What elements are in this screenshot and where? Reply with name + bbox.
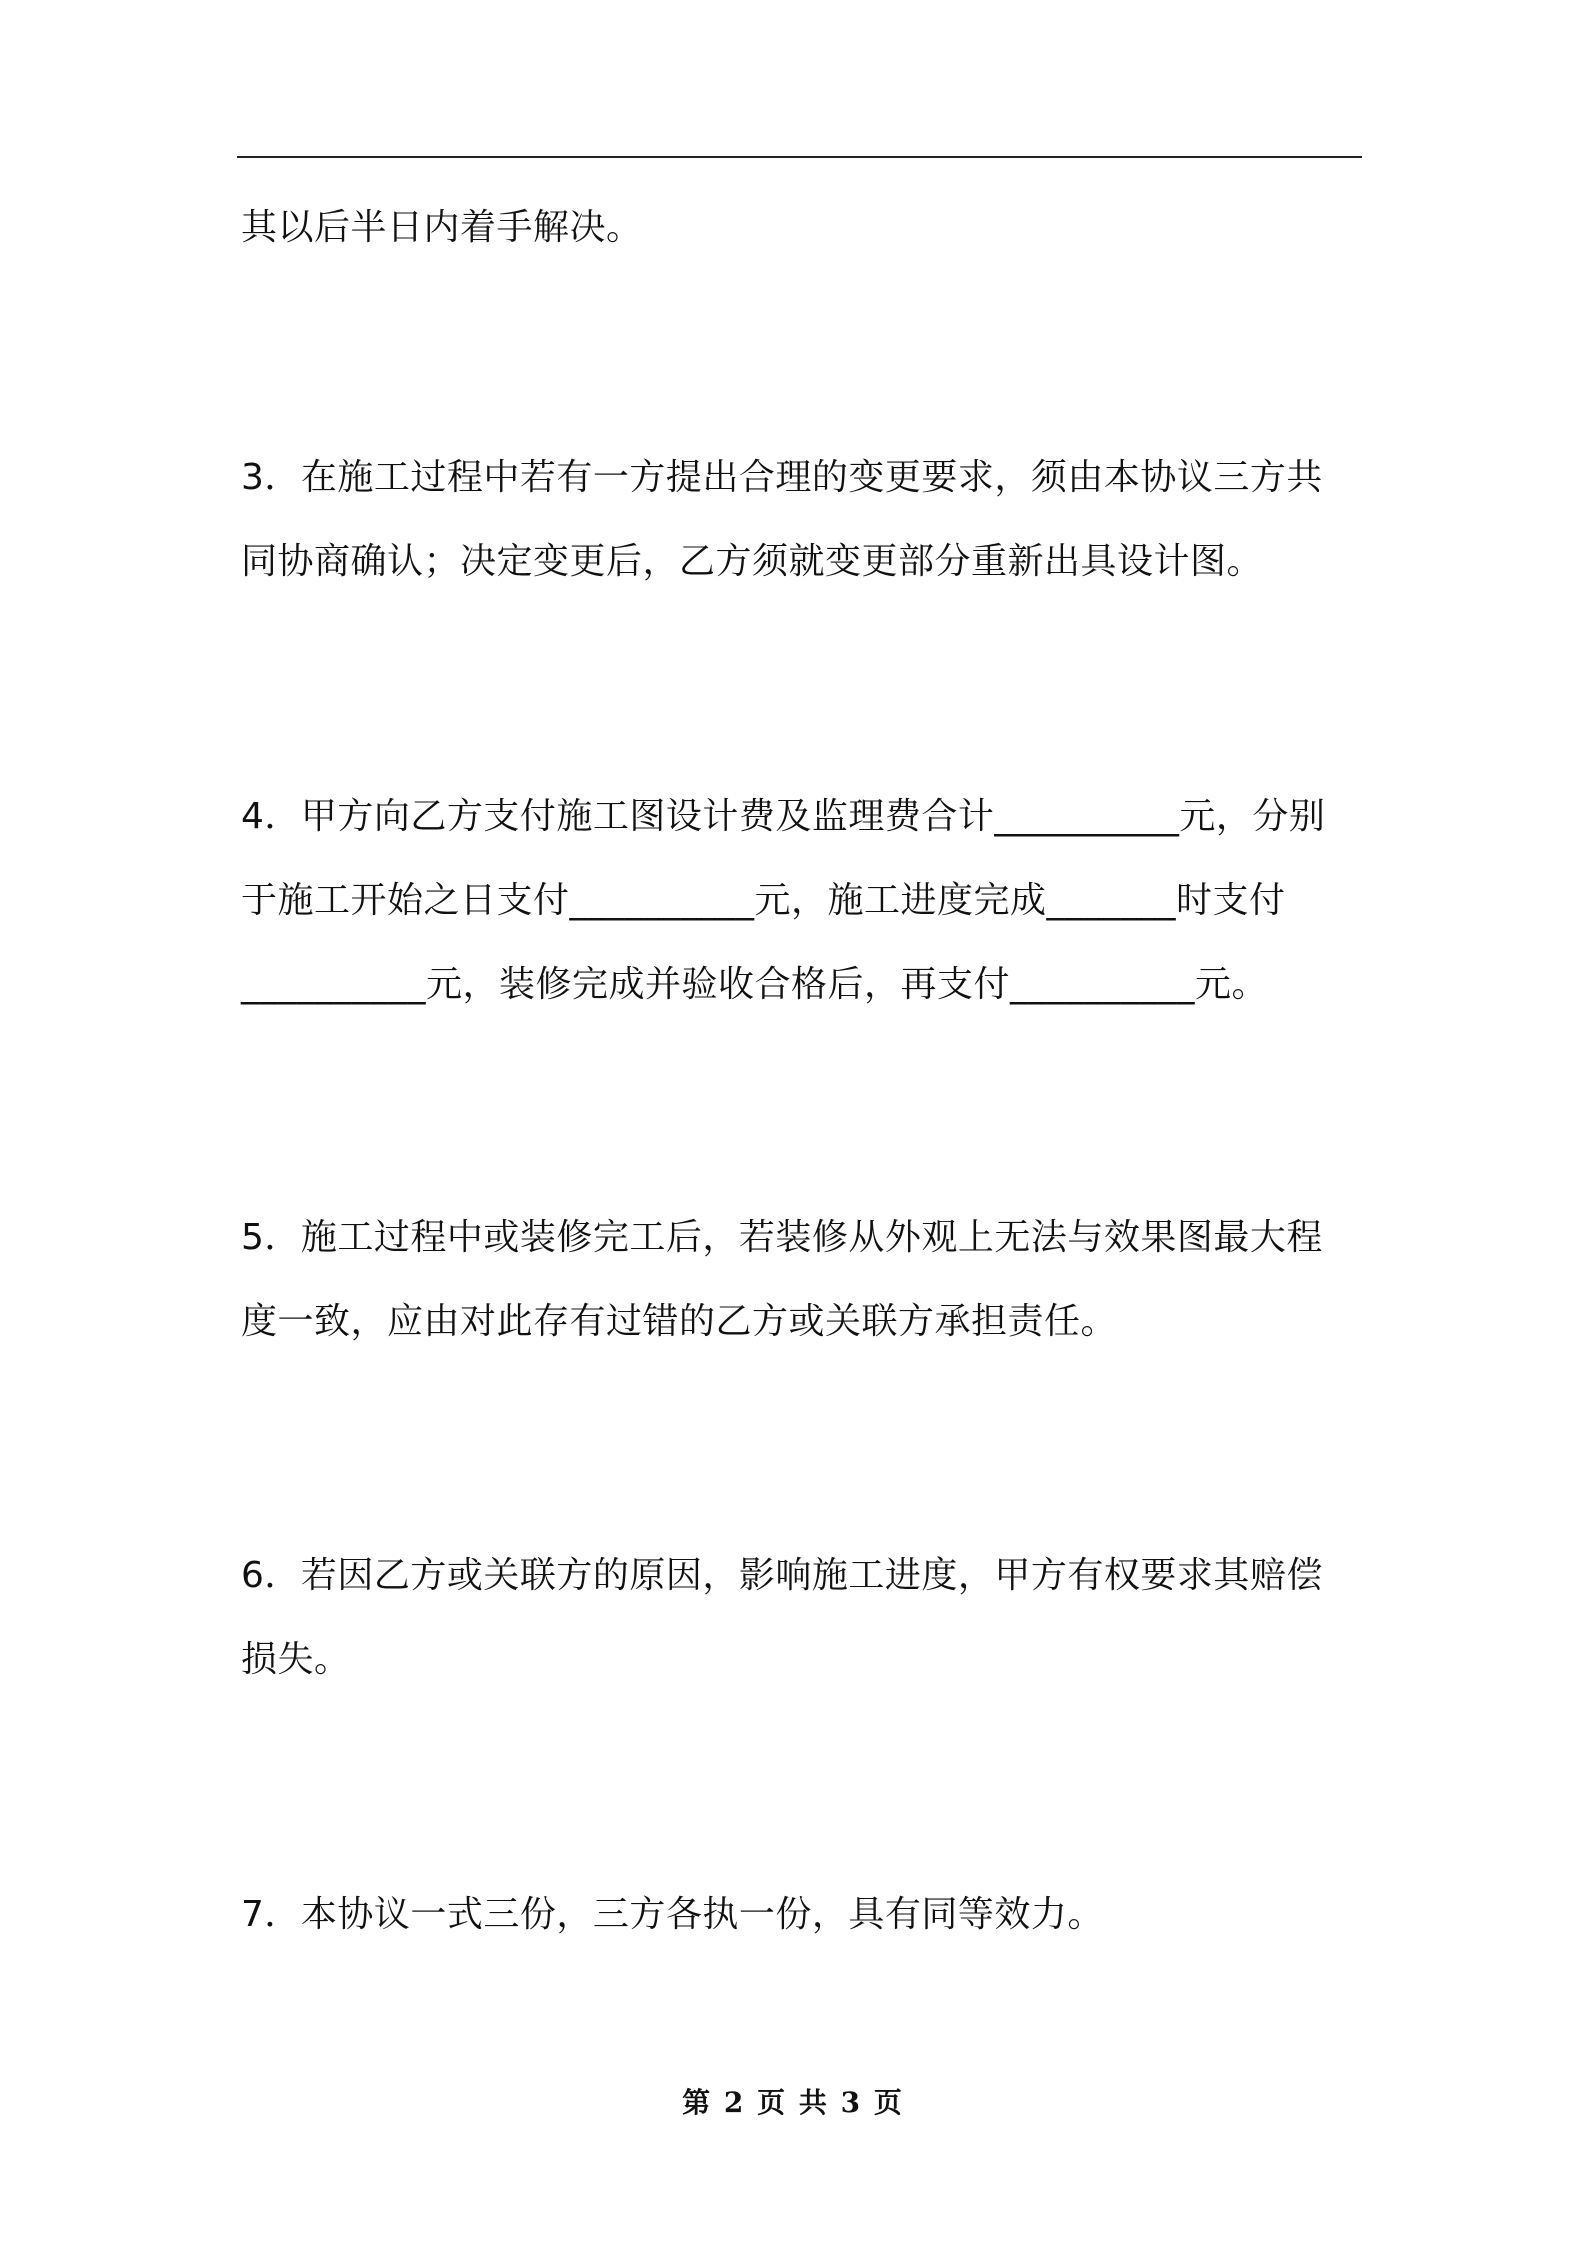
paragraph-item-3: 3．在施工过程中若有一方提出合理的变更要求，须由本协议三方共同协商确认；决定变更后，乙方须就变更部分重新出具设计图。 [241,457,1323,582]
paragraph-continuation: 其以后半日内着手解决。 [241,207,643,248]
page-number-footer: 第 2 页 共 3 页 [682,2086,904,2119]
header-divider [237,156,1362,158]
paragraph-item-4: 4．甲方向乙方支付施工图设计费及监理费合计__________元，分别于施工开始之日支付__________元，施工进度完成_______时支付__________元，装修完成并验收合格后，再支付__________元。 [241,796,1326,1005]
paragraph-item-7: 7．本协议一式三份，三方各执一份，具有同等效力。 [241,1894,1104,1935]
paragraph-item-6: 6．若因乙方或关联方的原因，影响施工进度，甲方有权要求其赔偿损失。 [241,1555,1323,1680]
paragraph-item-5: 5．施工过程中或装修完工后，若装修从外观上无法与效果图最大程度一致，应由对此存有过错的乙方或关联方承担责任。 [241,1217,1323,1342]
